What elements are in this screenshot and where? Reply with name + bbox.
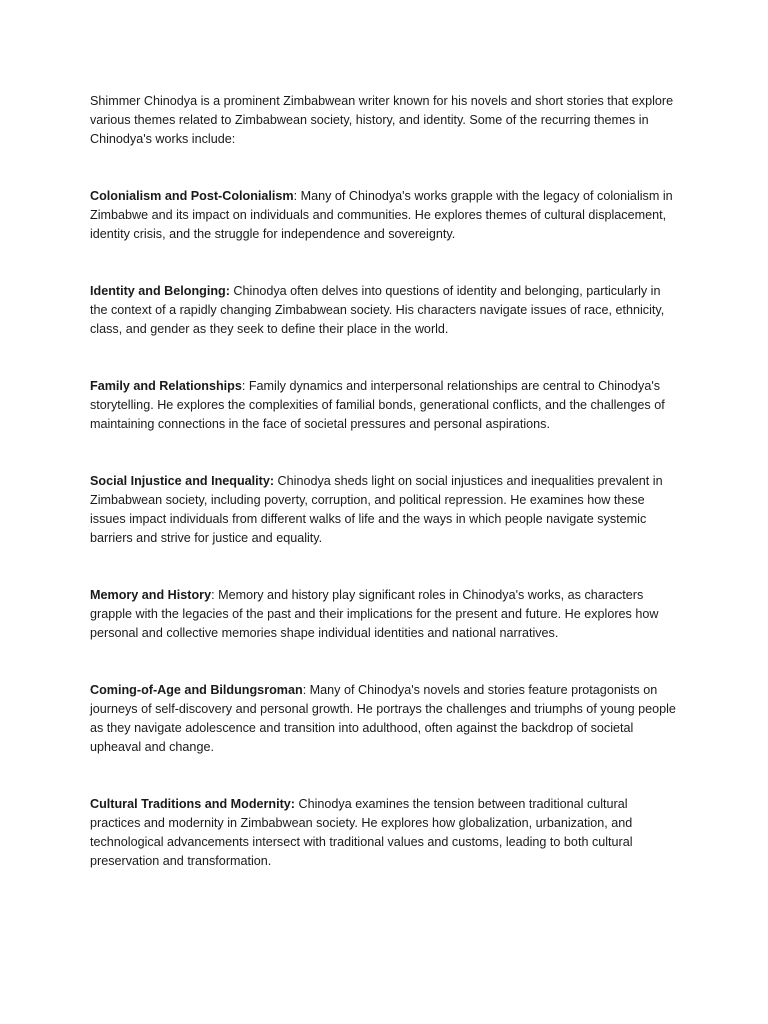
theme-paragraph-identity <box>90 282 680 339</box>
theme-text: Many of Chinodya's works grapple with the legacy of colonialism in Zimbabwe and its impact on individuals and communities. He explores themes of cultural displacement, identity crisis, and the struggle for independence and sovereignty. <box>90 189 673 241</box>
theme-separator: : <box>293 189 298 203</box>
theme-separator: : <box>211 588 215 602</box>
theme-text: Many of Chinodya's novels and stories feature protagonists on journeys of self-discovery and personal growth. He portrays the challenges and triumphs of young people as they navigate adolescence and transition into adulthood, often against the backdrop of societal upheaval and change. <box>90 683 676 754</box>
intro-paragraph: Shimmer Chinodya is a prominent Zimbabwean writer known for his novels and short stories that explore various themes related to Zimbabwean society, history, and identity. Some of the recurring themes in Chinodya's works include: <box>90 94 674 146</box>
theme-paragraph-cultural-traditions <box>90 795 680 871</box>
theme-text: Chinodya sheds light on social injustices and inequalities prevalent in Zimbabwean society, including poverty, corruption, and political repression. He examines how these issues impact individuals from different walks of life and the ways in which people navigate systemic barriers and strive for justice and equality. <box>90 474 663 545</box>
theme-text: Chinodya examines the tension between traditional cultural practices and modernity in Zimbabwean society. He explores how globalization, urbanization, and technological advancements intersect with traditional values and customs, leading to both cultural preservation and transformation. <box>90 797 633 868</box>
theme-paragraph-colonialism <box>90 187 680 244</box>
theme-text: Memory and history play significant roles in Chinodya's works, as characters grapple with the legacies of the past and their implications for the present and future. He explores how personal and collective memories shape individual identities and national narratives. <box>90 588 659 640</box>
theme-paragraph-social-injustice <box>90 472 680 548</box>
theme-title: Coming-of-Age and Bildungsroman <box>90 683 303 697</box>
theme-text: Family dynamics and interpersonal relationships are central to Chinodya's storytelling. He explores the complexities of familial bonds, generational conflicts, and the challenges of maintaining connections in the face of societal pressures and personal aspirations. <box>90 379 665 431</box>
theme-separator: : <box>302 683 307 697</box>
theme-title: Social Injustice and Inequality: <box>90 474 275 488</box>
theme-title: Colonialism and Post-Colonialism <box>90 189 294 203</box>
theme-separator: : <box>241 379 246 393</box>
document-body <box>90 92 680 909</box>
theme-paragraph-coming-of-age <box>90 681 680 757</box>
theme-paragraph-family <box>90 377 680 434</box>
theme-text: Chinodya often delves into questions of identity and belonging, particularly in the context of a rapidly changing Zimbabwean society. His characters navigate issues of race, ethnicity, class, and gender as they seek to define their place in the world. <box>90 284 665 336</box>
theme-title: Memory and History <box>90 588 212 602</box>
theme-paragraph-memory <box>90 586 680 643</box>
theme-title: Identity and Belonging: <box>90 284 230 298</box>
theme-title: Family and Relationships <box>90 379 242 393</box>
theme-title: Cultural Traditions and Modernity: <box>90 797 296 811</box>
